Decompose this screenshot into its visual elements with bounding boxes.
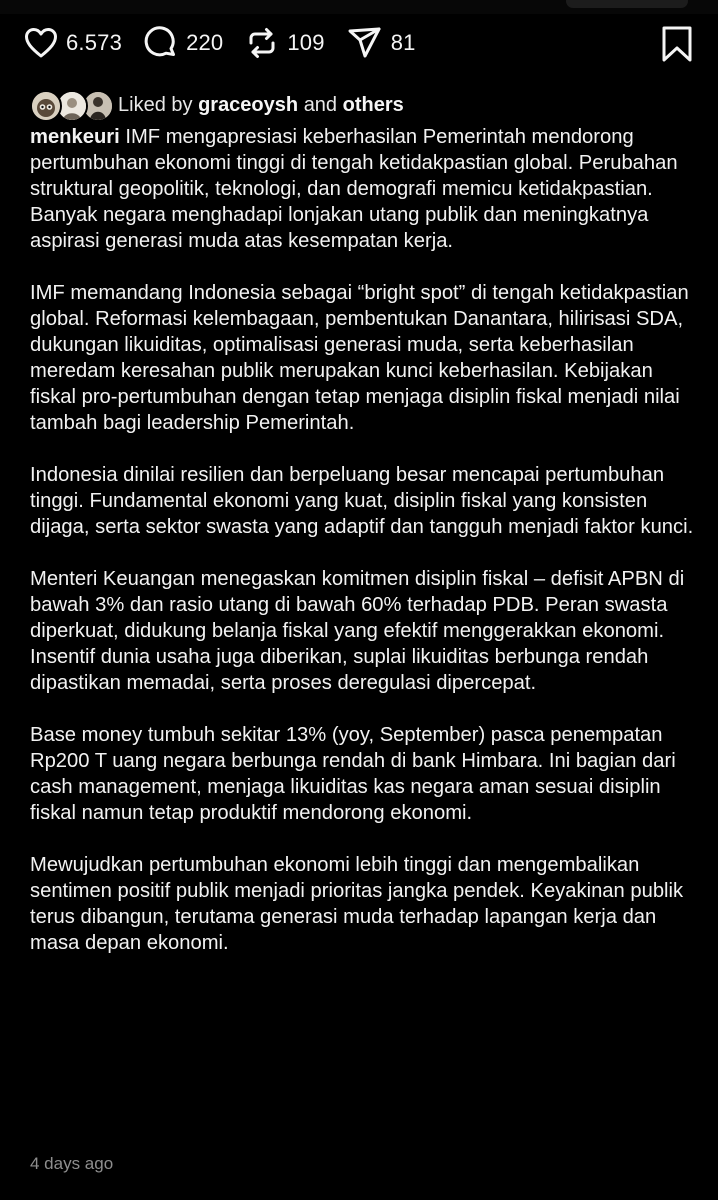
caption-paragraph: [30, 124, 702, 254]
top-divider: [0, 0, 718, 14]
liked-by-connector: and: [303, 93, 338, 116]
liked-by-others[interactable]: others: [342, 93, 404, 116]
caption-text: IMF mengapresiasi keberhasilan Pemerintah mendorong pertumbuhan ekonomi tinggi di tengah ketidakpastian global. Perubahan struktural geopolitik, teknologi, dan demografi memicu ketidakpastian. Banyak negara menghadapi lonjakan utang publik dan meningkatnya aspirasi generasi muda atas kesempatan kerja.: [30, 126, 678, 252]
liker-avatars[interactable]: [30, 89, 112, 121]
heart-icon: [24, 27, 58, 59]
like-button[interactable]: [24, 27, 122, 59]
liked-by-prefix: Liked by: [118, 93, 193, 116]
share-count: 81: [390, 30, 416, 55]
save-button[interactable]: [660, 25, 694, 68]
send-icon: [347, 26, 383, 60]
repost-count: 109: [287, 30, 325, 55]
repost-icon: [245, 26, 279, 60]
caption-paragraph: Menteri Keuangan menegaskan komitmen disiplin fiskal – defisit APBN di bawah 3% dan rasio utang di bawah 60% terhadap PDB. Peran swasta diperkuat, didukung belanja fiskal yang efektif menggerakkan ekonomi. Insentif dunia usaha juga diberikan, suplai likuiditas berbunga rendah dipastikan memadai, serta proses deregulasi dipercepat.: [30, 568, 685, 694]
caption-paragraph: Mewujudkan pertumbuhan ekonomi lebih tinggi dan mengembalikan sentimen positif publik menjadi prioritas jangka pendek. Keyakinan publik terus dibangun, terutama generasi muda terhadap lapangan kerja dan masa depan ekonomi.: [30, 854, 684, 954]
avatar-image: [84, 92, 112, 120]
top-pill: [566, 0, 688, 8]
post-timestamp: 4 days ago: [30, 1154, 114, 1173]
bookmark-icon: [660, 25, 694, 63]
liked-by-row[interactable]: [30, 88, 404, 122]
comment-icon: [144, 26, 178, 60]
like-count: 6.573: [66, 30, 123, 55]
repost-button[interactable]: [245, 26, 324, 60]
liked-by-text: [118, 94, 404, 117]
caption-paragraph: IMF memandang Indonesia sebagai “bright spot” di tengah ketidakpastian global. Reformasi kelembagaan, pembentukan Danantara, hilirisasi SDA, dukungan likuiditas, optimalisasi generasi muda, serta keberhasilan meredam keresahan publik merupakan kunci keberhasilan. Kebijakan fiskal pro-pertumbuhan dengan tetap menjaga disiplin fiskal menjadi nilai tambah bagi leadership Pemerintah.: [30, 282, 689, 434]
post-action-bar: [24, 20, 694, 66]
caption-username[interactable]: menkeuri: [30, 126, 120, 148]
avatar[interactable]: [30, 90, 62, 122]
liked-by-user[interactable]: graceoysh: [198, 93, 299, 116]
caption-paragraph: Base money tumbuh sekitar 13% (yoy, September) pasca penempatan Rp200 T uang negara berbunga rendah di bank Himbara. Ini bagian dari cash management, menjaga likuiditas kas negara aman sesuai disiplin fiskal namun tetap produktif mendorong ekonomi.: [30, 724, 676, 824]
comment-button[interactable]: [144, 26, 223, 60]
caption-paragraph: Indonesia dinilai resilien dan berpeluang besar mencapai pertumbuhan tinggi. Fundamental ekonomi yang kuat, disiplin fiskal yang konsisten dijaga, serta sektor swasta yang adaptif dan tangguh menjadi faktor kunci.: [30, 464, 694, 538]
avatar-image: [32, 92, 60, 120]
comment-count: 220: [186, 30, 224, 55]
share-button[interactable]: [347, 26, 416, 60]
avatar-image: [58, 92, 86, 120]
post-caption: [30, 124, 702, 982]
